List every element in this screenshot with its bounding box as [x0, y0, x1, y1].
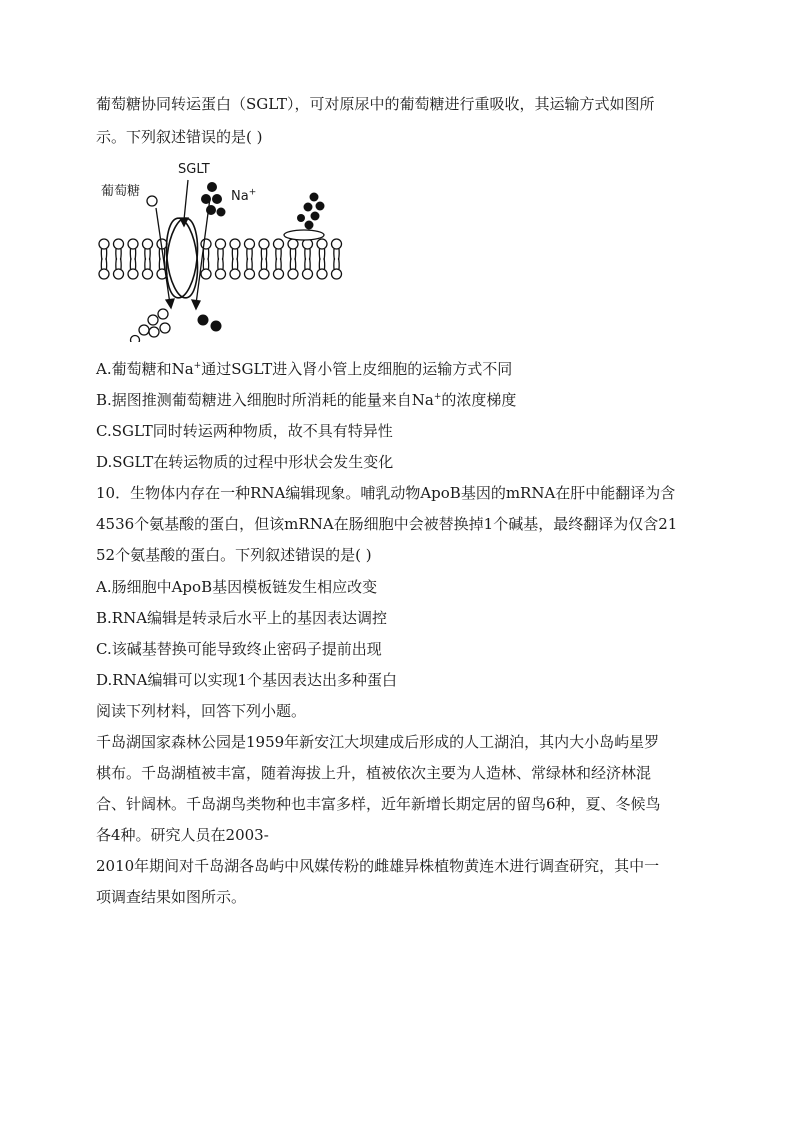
glucose-label: 葡萄糖: [101, 184, 141, 199]
sglt-diagram: [96, 158, 360, 342]
q10-option-b: B.RNA编辑是转录后水平上的基因表达调控: [96, 609, 388, 627]
material-line-5: 2010年期间对千岛湖各岛屿中风媒传粉的雌雄异株植物黄连木进行调查研究，其中一: [96, 857, 660, 875]
sglt-protein: [163, 217, 201, 300]
q9-stem-line-1: 葡萄糖协同转运蛋白（SGLT），可对原尿中的葡萄糖进行重吸收，其运输方式如图所: [96, 95, 655, 113]
sglt-label: SGLT: [178, 162, 210, 177]
material-line-4: 各4种。研究人员在2003-: [96, 826, 269, 844]
sodium-ions-outside: [201, 182, 226, 217]
glucose-molecule: [147, 196, 157, 206]
q9-option-d: D.SGLT在转运物质的过程中形状会发生变化: [96, 453, 394, 471]
q10-option-d: D.RNA编辑可以实现1个基因表达出多种蛋白: [96, 671, 398, 689]
q10-option-c: C.该碱基替换可能导致终止密码子提前出现: [96, 640, 382, 658]
material-line-6: 项调查结果如图所示。: [96, 888, 247, 906]
q9-stem-line-2: 示。下列叙述错误的是( ): [96, 128, 263, 146]
glycoprotein: [284, 193, 325, 241]
sodium-label: Na+: [231, 187, 257, 204]
q9-option-b: B.据图推测葡萄糖进入细胞时所消耗的能量来自Na+的浓度梯度: [96, 391, 517, 409]
material-line-2: 棋布。千岛湖植被丰富，随着海拔上升，植被依次主要为人造林、常绿林和经济林混: [96, 764, 652, 782]
sodium-ions-inside: [198, 315, 222, 332]
material-line-3: 合、针阔林。千岛湖鸟类物种也丰富多样，近年新增长期定居的留鸟6种，夏、冬候鸟: [96, 795, 661, 813]
material-line-1: 千岛湖国家森林公园是1959年新安江大坝建成后形成的人工湖泊，其内大小岛屿星罗: [96, 733, 660, 751]
q9-option-a: A.葡萄糖和Na+通过SGLT进入肾小管上皮细胞的运输方式不同: [96, 360, 513, 378]
q10-option-a: A.肠细胞中ApoB基因模板链发生相应改变: [96, 578, 378, 596]
q10-stem-line-3: 52个氨基酸的蛋白。下列叙述错误的是( ): [96, 546, 372, 564]
q10-stem-line-2: 4536个氨基酸的蛋白，但该mRNA在肠细胞中会被替换掉1个碱基，最终翻译为仅含21: [96, 515, 678, 533]
glucose-molecules-inside: [131, 309, 171, 342]
q10-stem-line-1: 10．生物体内存在一种RNA编辑现象。哺乳动物ApoB基因的mRNA在肝中能翻译为含: [96, 484, 676, 502]
q9-option-c: C.SGLT同时转运两种物质，故不具有特异性: [96, 422, 393, 440]
material-intro: 阅读下列材料，回答下列小题。: [96, 702, 307, 720]
